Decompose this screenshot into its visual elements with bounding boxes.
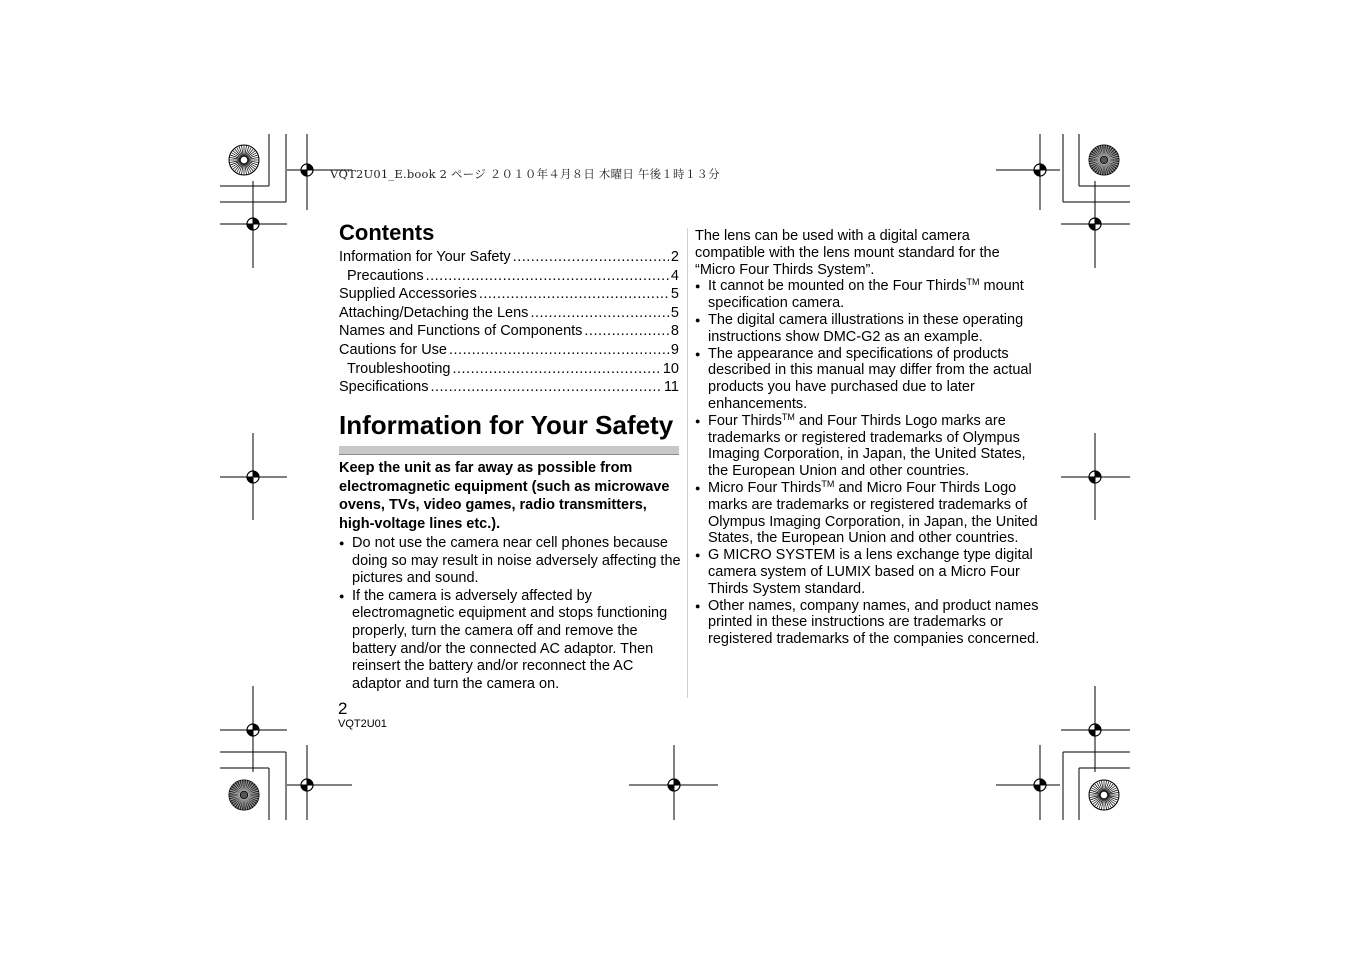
right-column [695,228,1040,648]
bullet-text: If the camera is adversely affected by electromagnetic equipment and stops functioning properly, turn the camera off and remove the battery and/or the connected AC adaptor. Then reinsert the battery and/or reconnect the AC adaptor and turn the camera on. [352,587,668,692]
toc-page-number: 5 [670,286,679,303]
starburst-center [240,156,248,164]
list-item [695,598,1040,648]
bullet-text: G MICRO SYSTEM is a lens exchange type digital camera system of LUMIX based on a Micro Four Thirds System standard. [708,547,1033,597]
toc-dot-leader [449,341,669,360]
toc-page-number: 9 [670,341,679,358]
column-divider [687,228,688,698]
list-item [339,535,681,588]
toc-dot-leader [452,360,660,379]
list-item [695,547,1040,597]
table-of-contents [339,248,679,397]
list-item [695,413,1040,480]
list-item [695,278,1040,312]
toc-dot-leader [530,304,668,323]
toc-row [339,378,679,397]
trademark-sup: TM [966,277,980,288]
toc-dot-leader [513,248,669,267]
toc-row [339,341,679,360]
toc-page-number: 5 [670,304,679,321]
toc-page-number: 11 [663,379,679,396]
trademark-sup: TM [821,478,835,489]
notes-bullet-list [695,278,1040,648]
list-item [695,480,1040,547]
print-header-line: VQT2U01_E.book 2 ページ ２０１０年４月８日 木曜日 午後１時１３分 [330,167,720,181]
bullet-text: The appearance and specifications of products described in this manual may differ from the actual products you have purchased due to later enhancements. [708,345,1032,412]
bullet-text: It cannot be mounted on the Four Thirds [708,278,967,295]
toc-page-number: 8 [670,323,679,340]
page-number: 2 [338,699,348,718]
toc-page-number: 10 [662,360,679,377]
bullet-text: mount specification camera. [708,278,1024,312]
bullet-text: and Micro Four Thirds Logo marks are trademarks or registered trademarks of Olympus Imaging Corporation, in Japan, the United States, the European Union and other countries. [708,479,1038,547]
toc-dot-leader [430,378,661,397]
toc-label: Attaching/Detaching the Lens [339,304,529,321]
list-item [695,346,1040,413]
toc-row [339,248,679,267]
toc-dot-leader [479,285,669,304]
document-code: VQT2U01 [338,718,387,730]
bullet-text: Do not use the camera near cell phones because doing so may result in noise adversely affecting the pictures and sound. [352,535,681,587]
title-underline-bar [339,446,679,455]
toc-dot-leader [584,322,669,341]
bullet-text: The digital camera illustrations in these operating instructions show DMC-G2 as an example. [708,311,1024,345]
toc-label: Information for Your Safety [339,249,511,265]
safety-warning-text: Keep the unit as far away as possible from electromagnetic equipment (such as microwave ovens, TVs, video games, radio transmitters, high-voltage lines etc.). [339,460,670,532]
lens-intro-text: The lens can be used with a digital camera compatible with the lens mount standard for the “Micro Four Thirds System”. [695,228,1000,278]
bullet-text: Other names, company names, and product names printed in these instructions are trademarks or registered trademarks of the companies concerned. [708,597,1040,648]
toc-label: Precautions [347,267,424,284]
list-item [339,588,681,694]
list-item [695,312,1040,346]
safety-section-title: Information for Your Safety [339,410,674,440]
toc-label: Specifications [339,379,429,396]
toc-page-number: 2 [670,249,679,265]
contents-heading: Contents [339,220,435,245]
bullet-text: Micro Four Thirds [708,479,822,496]
trademark-sup: TM [781,411,795,422]
toc-row [339,360,679,379]
bullet-text: Four Thirds [708,412,782,429]
toc-label: Cautions for Use [339,341,447,358]
toc-label: Supplied Accessories [339,286,477,303]
bullet-text: and Four Thirds Logo marks are trademarks or registered trademarks of Olympus Imaging Corporation, in Japan, the United States, the European Union and other countries. [708,412,1026,480]
toc-row [339,285,679,304]
toc-dot-leader [426,267,669,286]
starburst-center [1100,791,1108,799]
toc-label: Names and Functions of Components [339,323,583,340]
toc-row [339,267,679,286]
toc-page-number: 4 [670,267,679,284]
toc-row [339,322,679,341]
starburst-center [240,791,248,799]
safety-bullet-list [339,535,681,693]
toc-row [339,304,679,323]
starburst-center [1100,156,1108,164]
toc-label: Troubleshooting [347,360,451,377]
